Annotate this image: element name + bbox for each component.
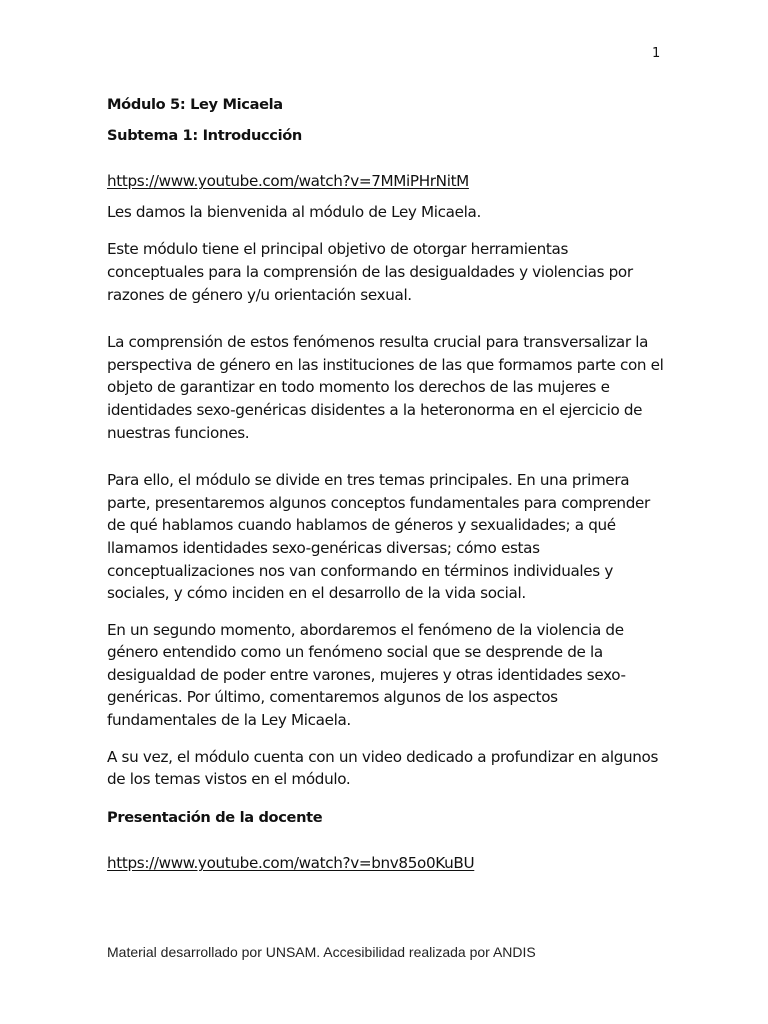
document-body (107, 94, 667, 875)
paragraph-second-moment: En un segundo momento, abordaremos el fenómeno de la violencia de género entendido como un fenómeno social que se desprende de la desigualdad de poder entre varones, mujeres y otras identidades sexo-genéricas. Por último, comentaremos algunos de los aspectos fundamentales de la Ley Micaela. (107, 620, 626, 730)
video-link-intro-text[interactable]: https://www.youtube.com/watch?v=7MMiPHrNitM (107, 172, 469, 191)
video-link-docente[interactable] (107, 852, 667, 875)
paragraph-structure: Para ello, el módulo se divide en tres temas principales. En una primera parte, presentaremos algunos conceptos fundamentales para comprender de qué hablamos cuando hablamos de géneros y sexualidades; a qué llamamos identidades sexo-genéricas diversas; cómo estas conceptualizaciones nos van conformando en términos individuales y sociales, y cómo inciden en el desarrollo de la vida social. (107, 471, 650, 603)
subtopic-title: Subtema 1: Introducción (107, 126, 302, 144)
paragraph-video: A su vez, el módulo cuenta con un video dedicado a profundizar en algunos de los temas vistos en el módulo. (107, 747, 659, 789)
video-link-intro[interactable] (107, 170, 667, 193)
paragraph-objective: Este módulo tiene el principal objetivo de otorgar herramientas conceptuales para la comprensión de las desigualdades y violencias por razones de género y/u orientación sexual. (107, 240, 633, 304)
paragraph-comprehension: La comprensión de estos fenómenos resulta crucial para transversalizar la perspectiva de género en las instituciones de las que formamos parte con el objeto de garantizar en todo momento los derechos de las mujeres e identidades sexo-genéricas disidentes a la heteronorma en el ejercicio de nuestras funciones. (107, 333, 664, 442)
footer-credit: Material desarrollado por UNSAM. Accesibilidad realizada por ANDIS (107, 944, 536, 960)
module-title: Módulo 5: Ley Micaela (107, 96, 283, 113)
page-number: 1 (652, 46, 661, 61)
video-link-docente-text[interactable]: https://www.youtube.com/watch?v=bnv85o0KuBU (107, 854, 475, 873)
docente-title: Presentación de la docente (107, 808, 323, 826)
paragraph-welcome: Les damos la bienvenida al módulo de Ley Micaela. (107, 202, 481, 221)
